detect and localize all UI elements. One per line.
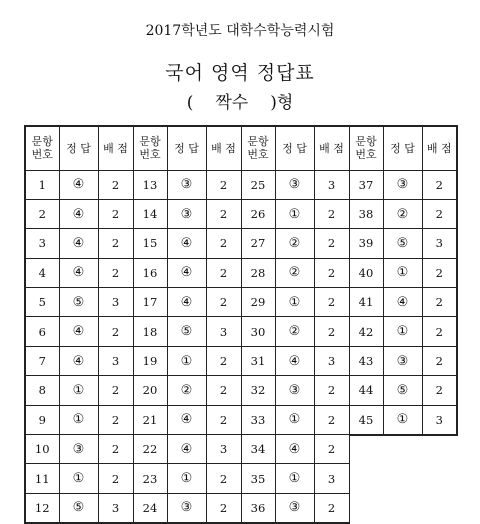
answer-cell: ④ (59, 199, 98, 228)
answer-cell: ⑤ (383, 376, 422, 405)
header-score: 배 점 (98, 126, 133, 170)
score-cell: 2 (422, 376, 457, 405)
answer-sheet-title: 국어 영역 정답표 (165, 62, 315, 84)
score-cell: 3 (206, 317, 241, 346)
score-cell: 2 (206, 405, 241, 434)
score-cell: 2 (314, 435, 349, 464)
answer-cell: ④ (59, 317, 98, 346)
score-cell: 2 (314, 288, 349, 317)
answer-cell: ④ (167, 229, 206, 258)
score-cell: 3 (422, 229, 457, 258)
question-number: 11 (25, 464, 59, 493)
answer-cell: ① (167, 464, 206, 493)
header-score: 배 점 (422, 126, 457, 170)
answer-cell: ④ (59, 258, 98, 287)
score-cell: 2 (98, 170, 133, 199)
score-cell: 2 (314, 405, 349, 434)
table-row (25, 317, 457, 346)
empty-cell (422, 464, 457, 493)
empty-cell (422, 435, 457, 464)
answer-cell: ② (275, 258, 314, 287)
score-cell: 2 (98, 229, 133, 258)
score-cell: 3 (98, 493, 133, 522)
question-number: 9 (25, 405, 59, 434)
answer-cell: ① (383, 258, 422, 287)
score-cell: 2 (314, 229, 349, 258)
exam-title: 2017학년도 대학수학능력시험 (145, 23, 335, 39)
score-cell: 3 (98, 288, 133, 317)
question-number: 27 (241, 229, 275, 258)
question-number: 21 (133, 405, 167, 434)
score-cell: 2 (422, 258, 457, 287)
score-cell: 2 (422, 346, 457, 375)
answer-cell: ① (167, 346, 206, 375)
question-number: 32 (241, 376, 275, 405)
question-number: 37 (349, 170, 383, 199)
table-row (25, 346, 457, 375)
question-number: 20 (133, 376, 167, 405)
question-number: 35 (241, 464, 275, 493)
answer-cell: ② (383, 199, 422, 228)
answer-cell: ④ (167, 258, 206, 287)
answer-cell: ③ (59, 435, 98, 464)
score-cell: 2 (206, 464, 241, 493)
question-number: 8 (25, 376, 59, 405)
score-cell: 2 (206, 346, 241, 375)
header-answer: 정 답 (167, 126, 206, 170)
answer-cell: ③ (275, 170, 314, 199)
question-number: 18 (133, 317, 167, 346)
answer-cell: ③ (383, 170, 422, 199)
header-question-number: 문항 번호 (349, 126, 383, 170)
score-cell: 3 (314, 346, 349, 375)
answer-cell: ① (383, 405, 422, 434)
question-number: 5 (25, 288, 59, 317)
score-cell: 2 (98, 405, 133, 434)
question-number: 31 (241, 346, 275, 375)
table-row (25, 199, 457, 228)
question-number: 1 (25, 170, 59, 199)
table-header-row (25, 126, 457, 170)
question-number: 29 (241, 288, 275, 317)
question-number: 38 (349, 199, 383, 228)
score-cell: 3 (206, 435, 241, 464)
answer-cell: ① (59, 405, 98, 434)
score-cell: 2 (98, 435, 133, 464)
answer-cell: ④ (275, 346, 314, 375)
answer-cell: ⑤ (59, 288, 98, 317)
score-cell: 2 (422, 170, 457, 199)
table-row (25, 405, 457, 434)
table-row (25, 229, 457, 258)
question-number: 7 (25, 346, 59, 375)
table-row (25, 464, 457, 493)
score-cell: 2 (206, 199, 241, 228)
score-cell: 3 (314, 464, 349, 493)
header-question-number: 문항 번호 (241, 126, 275, 170)
answer-cell: ③ (167, 199, 206, 228)
table-row (25, 435, 457, 464)
question-number: 44 (349, 376, 383, 405)
score-cell: 2 (206, 376, 241, 405)
score-cell: 2 (206, 288, 241, 317)
header-answer: 정 답 (275, 126, 314, 170)
question-number: 40 (349, 258, 383, 287)
table-row (25, 288, 457, 317)
answer-cell: ① (59, 464, 98, 493)
answer-cell: ① (59, 376, 98, 405)
table-row (25, 493, 457, 522)
form-type-line (0, 88, 480, 113)
score-cell: 2 (206, 258, 241, 287)
answer-cell: ⑤ (383, 229, 422, 258)
question-number: 25 (241, 170, 275, 199)
question-number: 36 (241, 493, 275, 522)
header-question-number: 문항 번호 (25, 126, 59, 170)
header-answer: 정 답 (59, 126, 98, 170)
score-cell: 2 (206, 170, 241, 199)
answer-cell: ① (275, 464, 314, 493)
question-number: 30 (241, 317, 275, 346)
question-number: 6 (25, 317, 59, 346)
answer-cell: ① (383, 317, 422, 346)
empty-cell (383, 435, 422, 464)
score-cell: 3 (98, 346, 133, 375)
answer-cell: ③ (383, 346, 422, 375)
question-number: 16 (133, 258, 167, 287)
answer-cell: ① (275, 405, 314, 434)
score-cell: 2 (314, 199, 349, 228)
answer-cell: ④ (59, 170, 98, 199)
empty-cell (383, 493, 422, 522)
question-number: 45 (349, 405, 383, 434)
form-type-open-paren: ( (186, 93, 194, 113)
score-cell: 3 (314, 170, 349, 199)
score-cell: 2 (98, 376, 133, 405)
question-number: 17 (133, 288, 167, 317)
answer-cell: ① (275, 288, 314, 317)
question-number: 12 (25, 493, 59, 522)
answer-key-table (24, 125, 458, 524)
answer-cell: ③ (275, 493, 314, 522)
score-cell: 2 (314, 493, 349, 522)
table-row (25, 258, 457, 287)
score-cell: 2 (98, 464, 133, 493)
answer-cell: ② (167, 376, 206, 405)
header-score: 배 점 (206, 126, 241, 170)
answer-cell: ④ (167, 288, 206, 317)
question-number: 10 (25, 435, 59, 464)
answer-cell: ⑤ (59, 493, 98, 522)
empty-cell (422, 493, 457, 522)
score-cell: 2 (314, 376, 349, 405)
score-cell: 2 (314, 258, 349, 287)
question-number: 4 (25, 258, 59, 287)
question-number: 13 (133, 170, 167, 199)
score-cell: 2 (422, 317, 457, 346)
score-cell: 2 (98, 258, 133, 287)
header-answer: 정 답 (383, 126, 422, 170)
table-row (25, 170, 457, 199)
question-number: 22 (133, 435, 167, 464)
question-number: 26 (241, 199, 275, 228)
header-score: 배 점 (314, 126, 349, 170)
answer-cell: ④ (167, 405, 206, 434)
answer-cell: ② (275, 229, 314, 258)
question-number: 43 (349, 346, 383, 375)
score-cell: 2 (206, 493, 241, 522)
answer-cell: ① (275, 199, 314, 228)
question-number: 28 (241, 258, 275, 287)
question-number: 2 (25, 199, 59, 228)
score-cell: 2 (98, 317, 133, 346)
form-type-label: 짝수 (215, 93, 249, 113)
answer-cell: ③ (167, 493, 206, 522)
answer-cell: ④ (167, 435, 206, 464)
empty-cell (349, 435, 383, 464)
question-number: 34 (241, 435, 275, 464)
question-number: 41 (349, 288, 383, 317)
form-type-suffix: )형 (270, 93, 294, 113)
question-number: 33 (241, 405, 275, 434)
score-cell: 2 (422, 288, 457, 317)
answer-cell: ④ (59, 229, 98, 258)
answer-cell: ③ (167, 170, 206, 199)
question-number: 14 (133, 199, 167, 228)
question-number: 23 (133, 464, 167, 493)
score-cell: 2 (422, 199, 457, 228)
question-number: 42 (349, 317, 383, 346)
question-number: 3 (25, 229, 59, 258)
score-cell: 3 (422, 405, 457, 434)
score-cell: 2 (206, 229, 241, 258)
score-cell: 2 (98, 199, 133, 228)
header-question-number: 문항 번호 (133, 126, 167, 170)
table-row (25, 376, 457, 405)
answer-cell: ③ (275, 376, 314, 405)
answer-cell: ④ (59, 346, 98, 375)
empty-cell (349, 464, 383, 493)
question-number: 15 (133, 229, 167, 258)
answer-cell: ② (275, 317, 314, 346)
question-number: 19 (133, 346, 167, 375)
score-cell: 2 (314, 317, 349, 346)
answer-cell: ⑤ (167, 317, 206, 346)
answer-cell: ④ (383, 288, 422, 317)
empty-cell (349, 493, 383, 522)
answer-cell: ④ (275, 435, 314, 464)
question-number: 24 (133, 493, 167, 522)
empty-cell (383, 464, 422, 493)
question-number: 39 (349, 229, 383, 258)
